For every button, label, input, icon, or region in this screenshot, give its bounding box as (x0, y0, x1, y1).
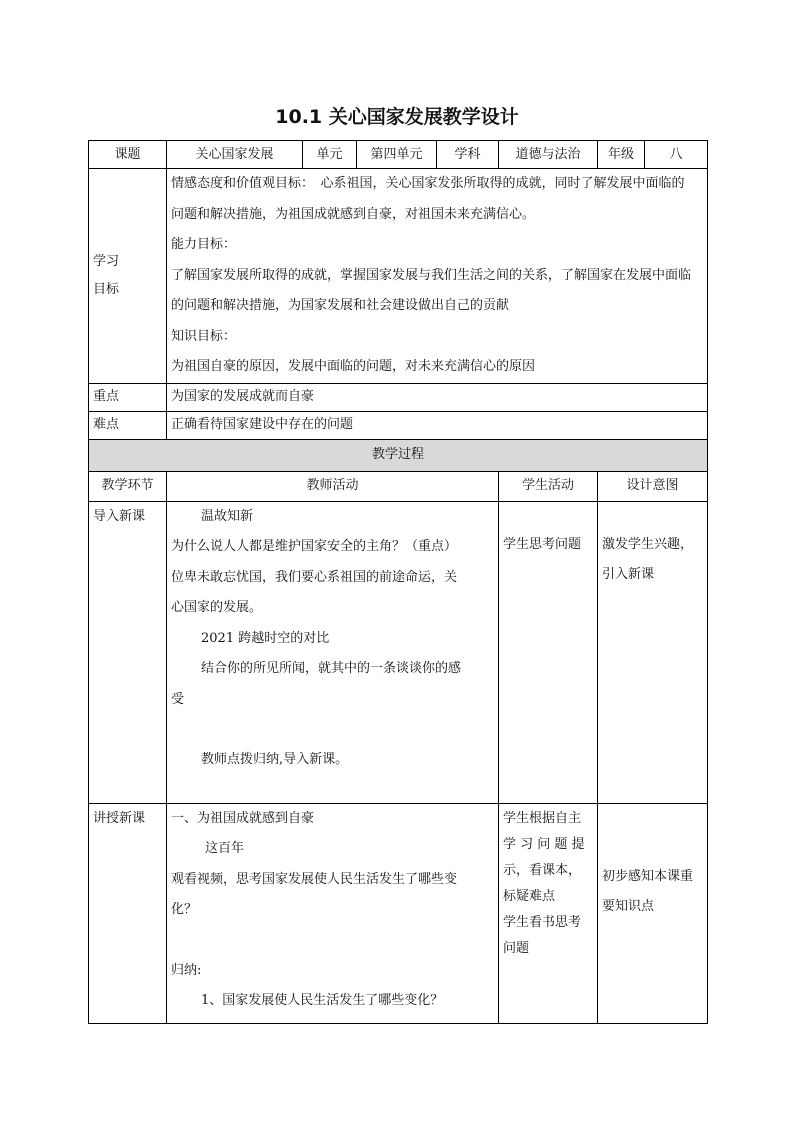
unit-label: 单元 (303, 141, 357, 169)
intent-line: 初步感知本课重 (602, 868, 694, 884)
lecture-student-activity (499, 803, 598, 1023)
lecture-stage: 讲授新课 (89, 803, 167, 1023)
process-title-row (89, 439, 708, 471)
teacher-line: 这百年 (205, 841, 245, 856)
intent-line: 引入新课 (602, 567, 655, 582)
objective-line: 知识目标： (171, 328, 237, 344)
intent-line: 激发学生兴趣， (602, 536, 694, 552)
teacher-line: 位卑未敢忘忧国，我们要心系祖国的前途命运，关 (171, 569, 458, 585)
teacher-line: 教师点拨归纳,导入新课。 (201, 752, 349, 767)
difficulty-value: 正确看待国家建设中存在的问题 (167, 411, 708, 439)
student-line: 学 习 问 题 提 (503, 836, 585, 852)
intro-design-intent (598, 501, 708, 803)
objectives-content (167, 169, 708, 384)
teacher-line: 2021 跨越时空的对比 (201, 630, 330, 646)
teacher-line: 结合你的所见所闻，就其中的一条谈谈你的感 (201, 661, 462, 676)
objective-line: 的问题和解决措施，为国家发展和社会建设做出自己的贡献 (171, 298, 510, 313)
lecture-row (89, 803, 708, 1023)
intro-stage: 导入新课 (89, 501, 167, 803)
lesson-plan-table (88, 140, 708, 1024)
teacher-line: 为什么说人人都是维护国家安全的主角？（重点） (171, 539, 458, 554)
difficulty-label: 难点 (89, 411, 167, 439)
objectives-label (89, 169, 167, 384)
topic-label: 课题 (89, 141, 167, 169)
subject-value: 道德与法治 (499, 141, 598, 169)
grade-value: 八 (645, 141, 708, 169)
lecture-teacher-activity (167, 803, 499, 1023)
teacher-line: 一、为祖国成就感到自豪 (171, 810, 315, 826)
intro-student-activity (499, 501, 598, 803)
teacher-line: 1、国家发展使人民生活发生了哪些变化？ (201, 993, 444, 1008)
teacher-line: 心国家的发展。 (171, 600, 263, 615)
student-line: 学生思考问题 (503, 536, 582, 552)
header-row (89, 141, 708, 169)
process-header-row (89, 471, 708, 501)
teacher-line: 观看视频，思考国家发展使人民生活发生了哪些变 (171, 871, 458, 887)
intro-teacher-activity (167, 501, 499, 803)
column-header-intent: 设计意图 (598, 471, 708, 501)
student-line: 问题 (503, 940, 530, 956)
teacher-line: 归纳: (171, 962, 202, 978)
process-title: 教学过程 (89, 439, 708, 471)
difficulty-row (89, 411, 708, 439)
lecture-design-intent (598, 803, 708, 1023)
key-point-row (89, 383, 708, 411)
student-line: 示，看课本， (503, 862, 582, 878)
intro-row (89, 501, 708, 803)
student-line: 标疑难点 (503, 888, 556, 904)
objective-line: 能力目标： (171, 237, 237, 252)
topic-value: 关心国家发展 (167, 141, 303, 169)
key-point-value: 为国家的发展成就而自豪 (167, 383, 708, 411)
teacher-line: 受 (171, 691, 185, 707)
objectives-label-line: 学习 (93, 253, 120, 269)
unit-value: 第四单元 (357, 141, 437, 169)
objectives-row (89, 169, 708, 384)
objective-line: 为祖国自豪的原因，发展中面临的问题，对未来充满信心的原因 (171, 359, 536, 374)
column-header-stage: 教学环节 (89, 471, 167, 501)
teacher-line: 化？ (171, 902, 198, 917)
page-title: 10.1 关心国家发展教学设计 (275, 106, 519, 128)
intent-line: 要知识点 (602, 899, 655, 914)
objective-line: 情感态度和价值观目标： 心系祖国，关心国家发张所取得的成就，同时了解发展中面临的 (171, 176, 685, 191)
column-header-student: 学生活动 (499, 471, 598, 501)
student-line: 学生看书思考 (503, 914, 582, 930)
key-point-label: 重点 (89, 383, 167, 411)
teacher-line: 温故知新 (201, 508, 254, 524)
student-line: 学生根据自主 (503, 810, 582, 826)
grade-label: 年级 (598, 141, 645, 169)
objective-line: 问题和解决措施，为祖国成就感到自豪，对祖国未来充满信心。 (171, 206, 536, 222)
subject-label: 学科 (437, 141, 499, 169)
column-header-teacher: 教师活动 (167, 471, 499, 501)
objectives-label-line: 目标 (93, 281, 120, 297)
objective-line: 了解国家发展所取得的成就，掌握国家发展与我们生活之间的关系，了解国家在发展中面临 (171, 267, 692, 283)
